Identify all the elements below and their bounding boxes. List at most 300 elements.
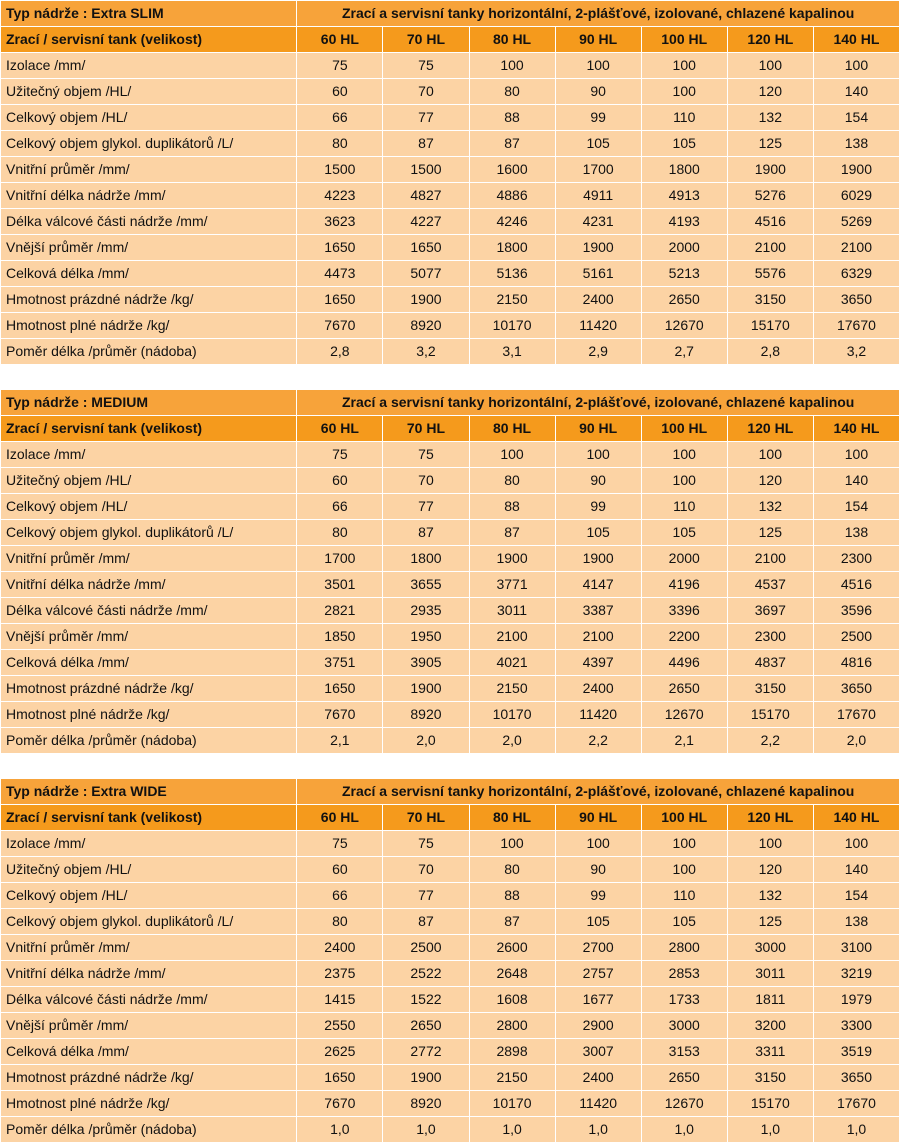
cell-value: 2100 — [727, 235, 813, 261]
cell-value: 80 — [297, 131, 383, 157]
cell-value: 100 — [641, 53, 727, 79]
cell-value: 70 — [383, 468, 469, 494]
cell-value: 7670 — [297, 702, 383, 728]
cell-value: 5161 — [555, 261, 641, 287]
size-header: 80 HL — [469, 27, 555, 53]
row-label: Hmotnost prázdné nádrže /kg/ — [1, 1065, 297, 1091]
cell-value: 100 — [469, 442, 555, 468]
cell-value: 12670 — [641, 1091, 727, 1117]
cell-value: 100 — [813, 831, 899, 857]
cell-value: 2522 — [383, 961, 469, 987]
size-header: 120 HL — [727, 27, 813, 53]
size-header: 140 HL — [813, 416, 899, 442]
cell-value: 4246 — [469, 209, 555, 235]
cell-value: 2300 — [727, 624, 813, 650]
cell-value: 100 — [641, 79, 727, 105]
size-header: 60 HL — [297, 27, 383, 53]
cell-value: 4837 — [727, 650, 813, 676]
column-header-row — [1, 805, 900, 831]
cell-value: 87 — [469, 131, 555, 157]
cell-value: 1900 — [727, 157, 813, 183]
cell-value: 3150 — [727, 1065, 813, 1091]
cell-value: 88 — [469, 105, 555, 131]
cell-value: 2,2 — [555, 728, 641, 754]
cell-value: 11420 — [555, 313, 641, 339]
cell-value: 2772 — [383, 1039, 469, 1065]
row-label: Délka válcové části nádrže /mm/ — [1, 598, 297, 624]
cell-value: 1,0 — [469, 1117, 555, 1143]
cell-value: 2650 — [383, 1013, 469, 1039]
cell-value: 1900 — [555, 235, 641, 261]
cell-value: 3519 — [813, 1039, 899, 1065]
cell-value: 12670 — [641, 313, 727, 339]
cell-value: 1900 — [469, 546, 555, 572]
cell-value: 1677 — [555, 987, 641, 1013]
cell-value: 3000 — [641, 1013, 727, 1039]
table-row — [1, 857, 900, 883]
cell-value: 88 — [469, 494, 555, 520]
cell-value: 1,0 — [813, 1117, 899, 1143]
cell-value: 2150 — [469, 1065, 555, 1091]
cell-value: 132 — [727, 883, 813, 909]
cell-value: 1850 — [297, 624, 383, 650]
tank-type-label: Typ nádrže : Extra SLIM — [1, 1, 297, 27]
row-label: Vnější průměr /mm/ — [1, 1013, 297, 1039]
row-label: Celkový objem /HL/ — [1, 105, 297, 131]
cell-value: 3697 — [727, 598, 813, 624]
spec-table-wide — [0, 778, 900, 1143]
cell-value: 1900 — [555, 546, 641, 572]
cell-value: 87 — [383, 131, 469, 157]
cell-value: 3,1 — [469, 339, 555, 365]
cell-value: 87 — [383, 909, 469, 935]
row-label: Celkový objem glykol. duplikátorů /L/ — [1, 131, 297, 157]
cell-value: 88 — [469, 883, 555, 909]
table-row — [1, 1117, 900, 1143]
cell-value: 75 — [383, 53, 469, 79]
cell-value: 60 — [297, 857, 383, 883]
cell-value: 3,2 — [383, 339, 469, 365]
cell-value: 100 — [469, 831, 555, 857]
cell-value: 2200 — [641, 624, 727, 650]
cell-value: 100 — [641, 468, 727, 494]
cell-value: 2625 — [297, 1039, 383, 1065]
row-label: Hmotnost prázdné nádrže /kg/ — [1, 676, 297, 702]
row-label: Celkový objem /HL/ — [1, 883, 297, 909]
cell-value: 2150 — [469, 287, 555, 313]
cell-value: 100 — [727, 442, 813, 468]
cell-value: 1415 — [297, 987, 383, 1013]
cell-value: 80 — [469, 79, 555, 105]
table-row — [1, 105, 900, 131]
cell-value: 3153 — [641, 1039, 727, 1065]
cell-value: 3200 — [727, 1013, 813, 1039]
cell-value: 138 — [813, 520, 899, 546]
size-header: 100 HL — [641, 27, 727, 53]
cell-value: 17670 — [813, 702, 899, 728]
cell-value: 2,0 — [383, 728, 469, 754]
cell-value: 1650 — [297, 1065, 383, 1091]
cell-value: 2150 — [469, 676, 555, 702]
cell-value: 132 — [727, 105, 813, 131]
size-header: 120 HL — [727, 416, 813, 442]
cell-value: 1,0 — [383, 1117, 469, 1143]
cell-value: 3,2 — [813, 339, 899, 365]
cell-value: 1,0 — [727, 1117, 813, 1143]
cell-value: 2375 — [297, 961, 383, 987]
row-label: Celkový objem /HL/ — [1, 494, 297, 520]
cell-value: 15170 — [727, 1091, 813, 1117]
cell-value: 15170 — [727, 702, 813, 728]
size-header: 100 HL — [641, 805, 727, 831]
cell-value: 1900 — [383, 287, 469, 313]
cell-value: 154 — [813, 883, 899, 909]
cell-value: 4516 — [727, 209, 813, 235]
cell-value: 1800 — [383, 546, 469, 572]
cell-value: 3100 — [813, 935, 899, 961]
table-row — [1, 935, 900, 961]
cell-value: 1950 — [383, 624, 469, 650]
cell-value: 4021 — [469, 650, 555, 676]
table-row — [1, 209, 900, 235]
cell-value: 6029 — [813, 183, 899, 209]
cell-value: 2100 — [469, 624, 555, 650]
cell-value: 2600 — [469, 935, 555, 961]
cell-value: 2650 — [641, 287, 727, 313]
cell-value: 2,0 — [813, 728, 899, 754]
cell-value: 3650 — [813, 1065, 899, 1091]
column-header-label: Zrací / servisní tank (velikost) — [1, 27, 297, 53]
cell-value: 5136 — [469, 261, 555, 287]
cell-value: 99 — [555, 883, 641, 909]
cell-value: 3596 — [813, 598, 899, 624]
cell-value: 3150 — [727, 676, 813, 702]
cell-value: 1650 — [297, 676, 383, 702]
cell-value: 3650 — [813, 287, 899, 313]
cell-value: 87 — [469, 520, 555, 546]
cell-value: 12670 — [641, 702, 727, 728]
cell-value: 1650 — [383, 235, 469, 261]
table-row — [1, 79, 900, 105]
table-row — [1, 287, 900, 313]
cell-value: 11420 — [555, 1091, 641, 1117]
cell-value: 2100 — [727, 546, 813, 572]
cell-value: 5077 — [383, 261, 469, 287]
size-header: 100 HL — [641, 416, 727, 442]
cell-value: 4473 — [297, 261, 383, 287]
cell-value: 2500 — [813, 624, 899, 650]
row-label: Celkový objem glykol. duplikátorů /L/ — [1, 909, 297, 935]
cell-value: 4886 — [469, 183, 555, 209]
cell-value: 110 — [641, 105, 727, 131]
size-header: 70 HL — [383, 416, 469, 442]
cell-value: 90 — [555, 79, 641, 105]
tank-type-label: Typ nádrže : MEDIUM — [1, 390, 297, 416]
cell-value: 80 — [469, 857, 555, 883]
cell-value: 3150 — [727, 287, 813, 313]
cell-value: 87 — [383, 520, 469, 546]
cell-value: 2,0 — [469, 728, 555, 754]
cell-value: 80 — [297, 909, 383, 935]
table-row — [1, 235, 900, 261]
cell-value: 1650 — [297, 235, 383, 261]
row-label: Izolace /mm/ — [1, 442, 297, 468]
cell-value: 66 — [297, 105, 383, 131]
cell-value: 100 — [727, 831, 813, 857]
cell-value: 2,1 — [297, 728, 383, 754]
table-row — [1, 53, 900, 79]
cell-value: 60 — [297, 468, 383, 494]
cell-value: 2,9 — [555, 339, 641, 365]
row-label: Vnitřní průměr /mm/ — [1, 546, 297, 572]
table-description: Zrací a servisní tanky horizontální, 2-plášťové, izolované, chlazené kapalinou — [297, 779, 900, 805]
column-header-row — [1, 27, 900, 53]
cell-value: 77 — [383, 494, 469, 520]
cell-value: 70 — [383, 79, 469, 105]
cell-value: 7670 — [297, 313, 383, 339]
row-label: Hmotnost prázdné nádrže /kg/ — [1, 287, 297, 313]
cell-value: 7670 — [297, 1091, 383, 1117]
cell-value: 8920 — [383, 313, 469, 339]
cell-value: 2300 — [813, 546, 899, 572]
table-row — [1, 1013, 900, 1039]
cell-value: 2400 — [555, 287, 641, 313]
cell-value: 3905 — [383, 650, 469, 676]
cell-value: 2,2 — [727, 728, 813, 754]
cell-value: 2821 — [297, 598, 383, 624]
size-header: 70 HL — [383, 27, 469, 53]
cell-value: 100 — [469, 53, 555, 79]
cell-value: 105 — [641, 909, 727, 935]
cell-value: 154 — [813, 494, 899, 520]
cell-value: 17670 — [813, 1091, 899, 1117]
cell-value: 75 — [383, 831, 469, 857]
cell-value: 1900 — [813, 157, 899, 183]
cell-value: 5213 — [641, 261, 727, 287]
cell-value: 3011 — [727, 961, 813, 987]
table-row — [1, 650, 900, 676]
cell-value: 2700 — [555, 935, 641, 961]
cell-value: 105 — [641, 131, 727, 157]
row-label: Užitečný objem /HL/ — [1, 468, 297, 494]
cell-value: 2400 — [555, 676, 641, 702]
cell-value: 140 — [813, 468, 899, 494]
cell-value: 4397 — [555, 650, 641, 676]
cell-value: 1500 — [297, 157, 383, 183]
table-row — [1, 157, 900, 183]
cell-value: 105 — [555, 909, 641, 935]
cell-value: 2100 — [813, 235, 899, 261]
cell-value: 8920 — [383, 702, 469, 728]
table-title-row — [1, 1, 900, 27]
cell-value: 75 — [297, 53, 383, 79]
table-row — [1, 728, 900, 754]
size-header: 140 HL — [813, 27, 899, 53]
cell-value: 2800 — [469, 1013, 555, 1039]
cell-value: 2,8 — [727, 339, 813, 365]
cell-value: 3501 — [297, 572, 383, 598]
size-header: 90 HL — [555, 416, 641, 442]
table-row — [1, 520, 900, 546]
cell-value: 120 — [727, 857, 813, 883]
cell-value: 90 — [555, 857, 641, 883]
cell-value: 5269 — [813, 209, 899, 235]
table-row — [1, 1065, 900, 1091]
row-label: Vnitřní délka nádrže /mm/ — [1, 572, 297, 598]
spec-table-slim — [0, 0, 900, 365]
column-header-label: Zrací / servisní tank (velikost) — [1, 416, 297, 442]
table-row — [1, 183, 900, 209]
cell-value: 60 — [297, 79, 383, 105]
cell-value: 2648 — [469, 961, 555, 987]
cell-value: 66 — [297, 883, 383, 909]
row-label: Délka válcové části nádrže /mm/ — [1, 987, 297, 1013]
table-description: Zrací a servisní tanky horizontální, 2-plášťové, izolované, chlazené kapalinou — [297, 1, 900, 27]
row-label: Celková délka /mm/ — [1, 1039, 297, 1065]
cell-value: 138 — [813, 131, 899, 157]
size-header: 120 HL — [727, 805, 813, 831]
size-header: 80 HL — [469, 416, 555, 442]
cell-value: 1700 — [297, 546, 383, 572]
cell-value: 3387 — [555, 598, 641, 624]
cell-value: 2898 — [469, 1039, 555, 1065]
cell-value: 1979 — [813, 987, 899, 1013]
cell-value: 3751 — [297, 650, 383, 676]
table-row — [1, 339, 900, 365]
cell-value: 1522 — [383, 987, 469, 1013]
cell-value: 1,0 — [555, 1117, 641, 1143]
cell-value: 87 — [469, 909, 555, 935]
cell-value: 4516 — [813, 572, 899, 598]
table-title-row — [1, 390, 900, 416]
cell-value: 3000 — [727, 935, 813, 961]
cell-value: 2400 — [555, 1065, 641, 1091]
cell-value: 100 — [555, 53, 641, 79]
cell-value: 17670 — [813, 313, 899, 339]
cell-value: 2100 — [555, 624, 641, 650]
cell-value: 4223 — [297, 183, 383, 209]
cell-value: 1800 — [641, 157, 727, 183]
cell-value: 2000 — [641, 235, 727, 261]
cell-value: 1600 — [469, 157, 555, 183]
size-header: 60 HL — [297, 416, 383, 442]
table-row — [1, 987, 900, 1013]
table-title-row — [1, 779, 900, 805]
size-header: 90 HL — [555, 805, 641, 831]
cell-value: 100 — [813, 53, 899, 79]
table-row — [1, 313, 900, 339]
cell-value: 3771 — [469, 572, 555, 598]
cell-value: 1700 — [555, 157, 641, 183]
cell-value: 3011 — [469, 598, 555, 624]
row-label: Hmotnost plné nádrže /kg/ — [1, 313, 297, 339]
cell-value: 2853 — [641, 961, 727, 987]
table-row — [1, 624, 900, 650]
row-label: Užitečný objem /HL/ — [1, 79, 297, 105]
cell-value: 77 — [383, 105, 469, 131]
table-row — [1, 883, 900, 909]
cell-value: 4913 — [641, 183, 727, 209]
cell-value: 120 — [727, 79, 813, 105]
size-header: 60 HL — [297, 805, 383, 831]
cell-value: 2,1 — [641, 728, 727, 754]
cell-value: 1,0 — [641, 1117, 727, 1143]
cell-value: 100 — [555, 442, 641, 468]
cell-value: 2,7 — [641, 339, 727, 365]
row-label: Poměr délka /průměr (nádoba) — [1, 1117, 297, 1143]
cell-value: 4827 — [383, 183, 469, 209]
cell-value: 125 — [727, 131, 813, 157]
cell-value: 125 — [727, 909, 813, 935]
row-label: Celková délka /mm/ — [1, 261, 297, 287]
cell-value: 90 — [555, 468, 641, 494]
cell-value: 154 — [813, 105, 899, 131]
column-header-label: Zrací / servisní tank (velikost) — [1, 805, 297, 831]
size-header: 70 HL — [383, 805, 469, 831]
table-row — [1, 702, 900, 728]
table-description: Zrací a servisní tanky horizontální, 2-plášťové, izolované, chlazené kapalinou — [297, 390, 900, 416]
cell-value: 132 — [727, 494, 813, 520]
cell-value: 105 — [555, 131, 641, 157]
cell-value: 4537 — [727, 572, 813, 598]
cell-value: 4227 — [383, 209, 469, 235]
table-row — [1, 1039, 900, 1065]
cell-value: 1650 — [297, 287, 383, 313]
row-label: Celkový objem glykol. duplikátorů /L/ — [1, 520, 297, 546]
cell-value: 100 — [641, 831, 727, 857]
row-label: Hmotnost plné nádrže /kg/ — [1, 702, 297, 728]
row-label: Vnitřní délka nádrže /mm/ — [1, 961, 297, 987]
table-row — [1, 261, 900, 287]
size-header: 90 HL — [555, 27, 641, 53]
cell-value: 2000 — [641, 546, 727, 572]
cell-value: 100 — [555, 831, 641, 857]
size-header: 140 HL — [813, 805, 899, 831]
cell-value: 2650 — [641, 676, 727, 702]
cell-value: 100 — [813, 442, 899, 468]
cell-value: 3311 — [727, 1039, 813, 1065]
cell-value: 1900 — [383, 1065, 469, 1091]
cell-value: 100 — [641, 442, 727, 468]
row-label: Délka válcové části nádrže /mm/ — [1, 209, 297, 235]
cell-value: 140 — [813, 79, 899, 105]
cell-value: 2550 — [297, 1013, 383, 1039]
cell-value: 120 — [727, 468, 813, 494]
row-label: Poměr délka /průměr (nádoba) — [1, 339, 297, 365]
row-label: Celková délka /mm/ — [1, 650, 297, 676]
cell-value: 6329 — [813, 261, 899, 287]
cell-value: 4231 — [555, 209, 641, 235]
cell-value: 1500 — [383, 157, 469, 183]
cell-value: 5576 — [727, 261, 813, 287]
cell-value: 138 — [813, 909, 899, 935]
cell-value: 3300 — [813, 1013, 899, 1039]
cell-value: 11420 — [555, 702, 641, 728]
cell-value: 3623 — [297, 209, 383, 235]
cell-value: 80 — [469, 468, 555, 494]
cell-value: 15170 — [727, 313, 813, 339]
cell-value: 110 — [641, 883, 727, 909]
cell-value: 99 — [555, 494, 641, 520]
row-label: Užitečný objem /HL/ — [1, 857, 297, 883]
table-row — [1, 442, 900, 468]
cell-value: 99 — [555, 105, 641, 131]
cell-value: 2500 — [383, 935, 469, 961]
row-label: Izolace /mm/ — [1, 53, 297, 79]
cell-value: 4196 — [641, 572, 727, 598]
cell-value: 3219 — [813, 961, 899, 987]
table-row — [1, 494, 900, 520]
